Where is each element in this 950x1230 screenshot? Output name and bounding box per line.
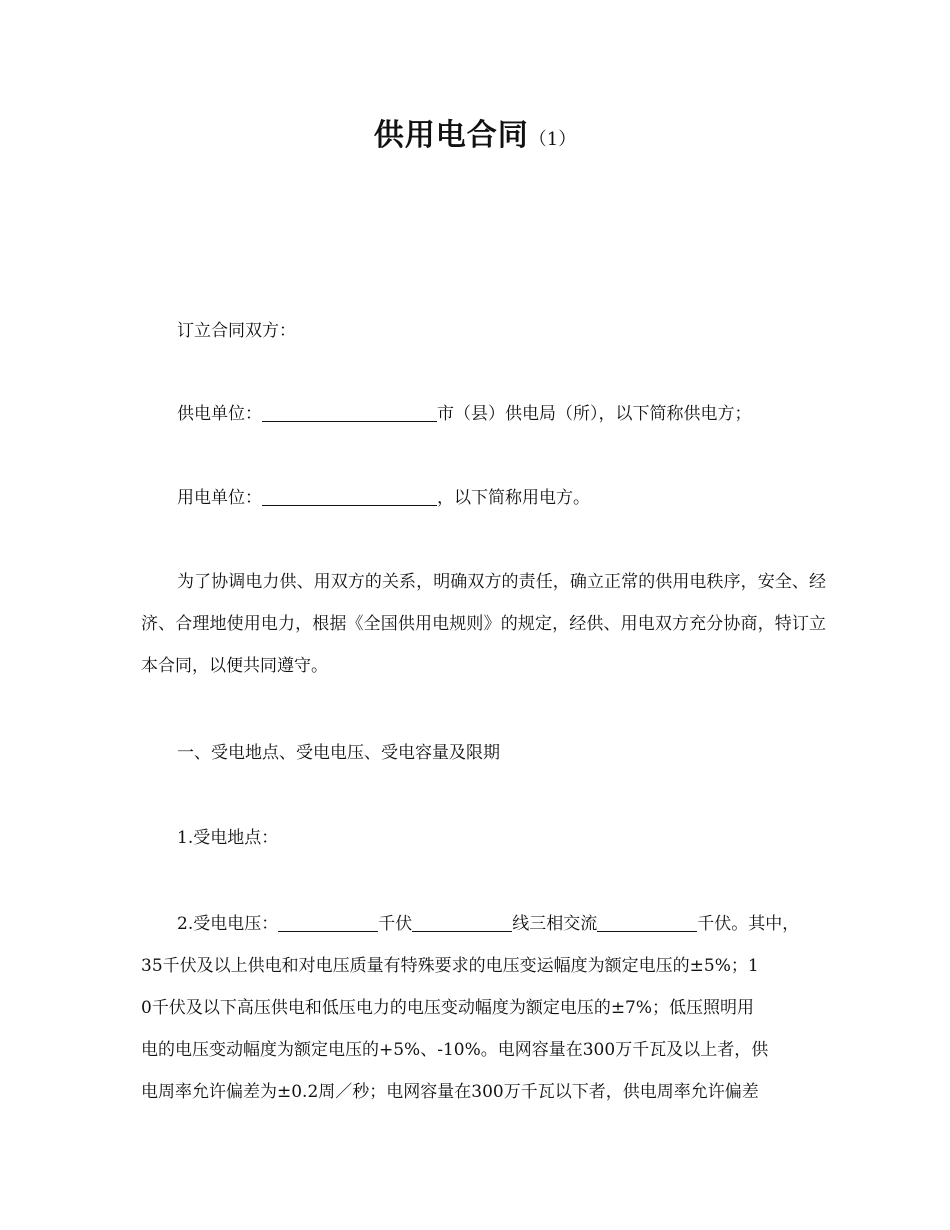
section1-heading: 一、受电地点、受电电压、受电容量及限期 — [177, 743, 500, 763]
item2-voltage-line3: 0千伏及以下高压供电和低压电力的电压变动幅度为额定电压的±7%；低压照明用 — [141, 998, 755, 1018]
consumer-line — [141, 477, 826, 519]
preamble-paragraph: 为了协调电力供、用双方的关系，明确双方的责任，确立正常的供用电秩序，安全、经济、合理地使用电力，根据《全国供用电规则》的规定，经供、用电双方充分协商，特订立本合同，以便共同遵守。 — [141, 572, 826, 676]
consumer-suffix: ，以下简称用电方。 — [437, 488, 590, 508]
title-suffix: （1） — [528, 129, 577, 150]
parties-heading: 订立合同双方： — [177, 321, 296, 341]
item2-voltage-line4: 电的电压变动幅度为额定电压的+5%、-10%。电网容量在300万千瓦及以上者，供 — [141, 1040, 769, 1060]
item2-unit3: 千伏。其中， — [697, 914, 800, 934]
item2-unit1: 千伏 — [378, 914, 413, 934]
title-main: 供用电合同 — [373, 118, 529, 153]
item2-voltage-line5: 电周率允许偏差为±0.2周／秒；电网容量在300万千瓦以下者，供电周率允许偏差 — [141, 1082, 759, 1102]
item2-voltage-line1 — [141, 903, 826, 945]
consumer-label: 用电单位： — [177, 488, 262, 508]
consumer-name-blank — [262, 487, 437, 506]
voltage-blank-3 — [597, 913, 697, 932]
voltage-blank-1 — [278, 913, 378, 932]
item1-location: 1.受电地点： — [177, 828, 279, 848]
item2-voltage-line2: 35千伏及以上供电和对电压质量有特殊要求的电压变运幅度为额定电压的±5%；1 — [141, 956, 759, 976]
item2-prefix: 2.受电电压： — [177, 914, 279, 934]
supplier-line — [141, 393, 826, 435]
document-title — [0, 112, 950, 164]
voltage-blank-2 — [412, 913, 512, 932]
supplier-label: 供电单位： — [177, 404, 262, 424]
supplier-name-blank — [262, 403, 437, 422]
item2-unit2: 线三相交流 — [512, 914, 598, 934]
supplier-suffix: 市（县）供电局（所），以下简称供电方； — [437, 404, 752, 424]
